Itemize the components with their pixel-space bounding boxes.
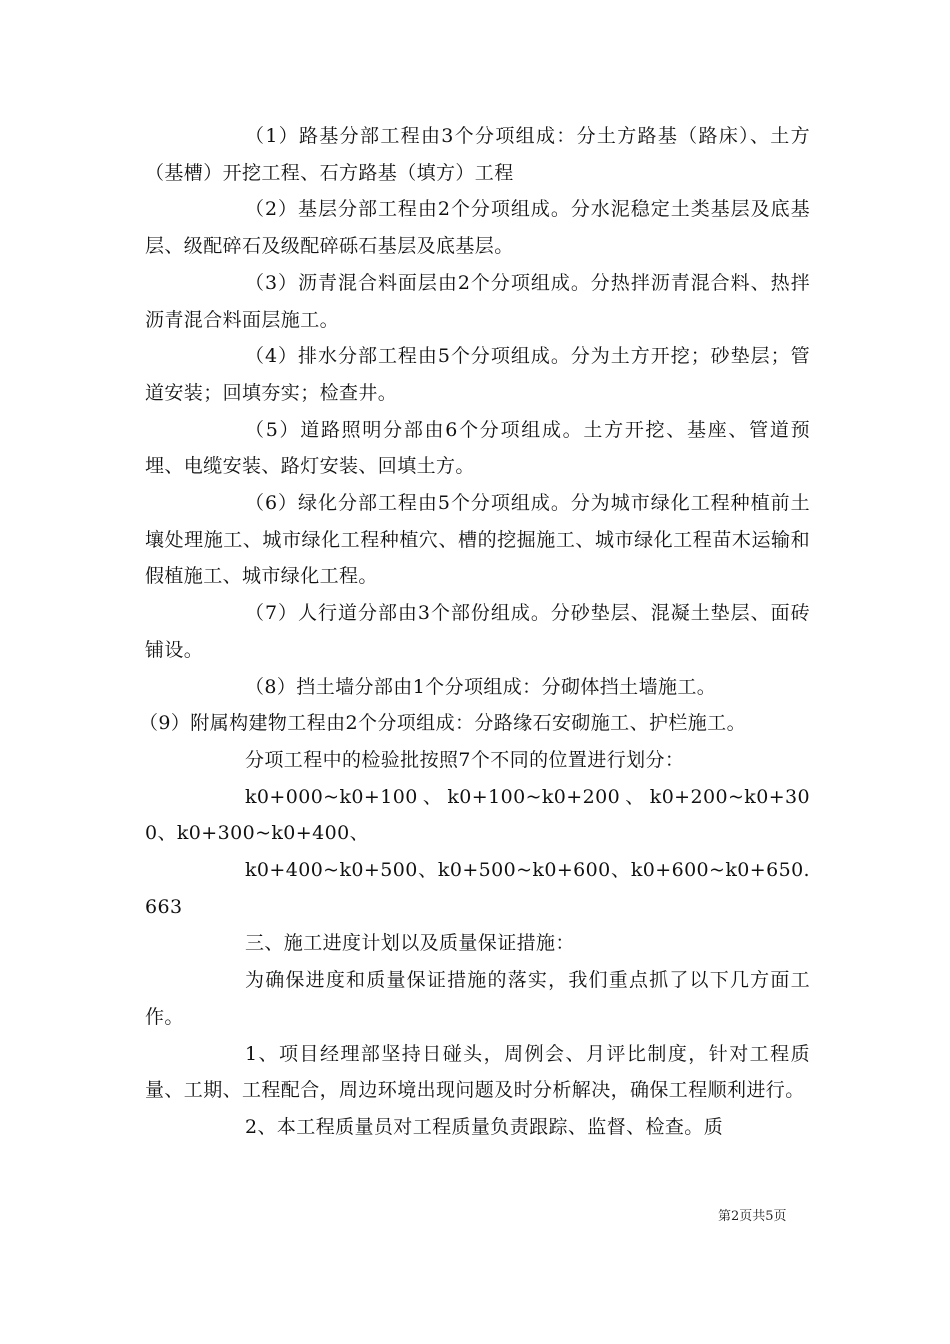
paragraph-measure-1: 1、项目经理部坚持日碰头，周例会、月评比制度，针对工程质量、工期、工程配合，周边环境出现问题及时分析解决，确保工程顺利进行。 (145, 1042, 810, 1102)
paragraph-retaining-wall: （8）挡土墙分部由1个分项组成：分砌体挡土墙施工。 (245, 675, 717, 698)
paragraph-stations-line-1: k0+000~k0+100、k0+100~k0+200、k0+200~k0+300、k0+300~k0+400、 (145, 785, 810, 845)
paragraph-drainage: （4）排水分部工程由5个分项组成。分为土方开挖；砂垫层；管道安装；回填夯实；检查井。 (145, 345, 810, 404)
paragraph-sidewalk: （7）人行道分部由3个部份组成。分砂垫层、混凝土垫层、面砖铺设。 (145, 602, 810, 661)
paragraph-road-lighting: （5）道路照明分部由6个分项组成。土方开挖、基座、管道预埋、电缆安装、路灯安装、回填土方。 (145, 418, 810, 478)
paragraph-measure-2: 2、本工程质量员对工程质量负责跟踪、监督、检查。质 (245, 1115, 724, 1138)
paragraph-ancillary-structures: （9）附属构建物工程由2个分项组成：分路缘石安砌施工、护栏施工。 (139, 712, 746, 735)
paragraph-asphalt-layer: （3）沥青混合料面层由2个分项组成。分热拌沥青混合料、热拌沥青混合料面层施工。 (145, 271, 810, 331)
paragraph-inspection-lots-intro: 分项工程中的检验批按照7个不同的位置进行划分： (245, 748, 685, 771)
paragraph-base-course: （2）基层分部工程由2个分项组成。分水泥稳定土类基层及底基层、级配碎石及级配碎砾石基层及底基层。 (145, 198, 810, 258)
section-heading-schedule-quality: 三、施工进度计划以及质量保证措施： (245, 932, 575, 955)
paragraph-greening: （6）绿化分部工程由5个分项组成。分为城市绿化工程种植前土壤处理施工、城市绿化工程种植穴、槽的挖掘施工、城市绿化工程苗木运输和假植施工、城市绿化工程。 (145, 492, 810, 588)
paragraph-stations-line-2: k0+400~k0+500、k0+500~k0+600、k0+600~k0+650.663 (145, 859, 810, 918)
paragraph-measures-intro: 为确保进度和质量保证措施的落实，我们重点抓了以下几方面工作。 (145, 969, 810, 1028)
page-number-footer: 第2页共5页 (718, 1209, 787, 1224)
paragraph-subgrade: （1）路基分部工程由3个分项组成：分土方路基（路床）、土方（基槽）开挖工程、石方路基（填方）工程 (145, 125, 810, 184)
document-body (139, 118, 810, 1146)
